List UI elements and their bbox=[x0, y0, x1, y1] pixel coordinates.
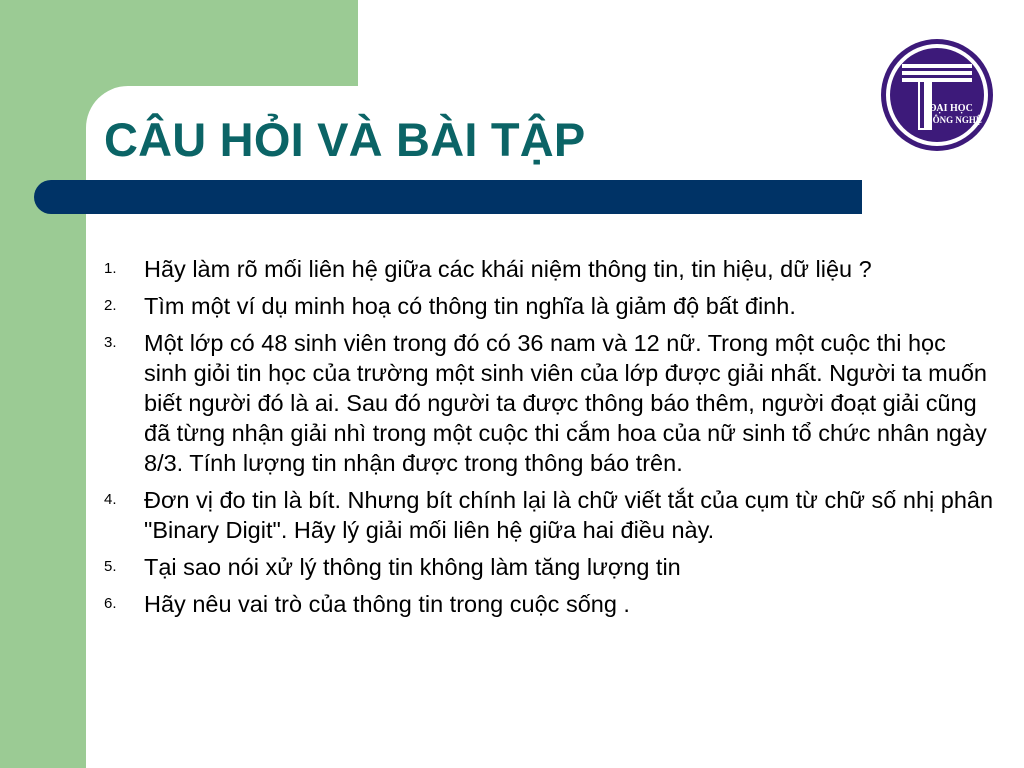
question-number: 2. bbox=[104, 297, 117, 314]
question-text: Đơn vị đo tin là bít. Nhưng bít chính lại là chữ viết tắt của cụm từ chữ số nhị phân "Binary Digit". Hãy lý giải mối liên hệ giữa hai điều này. bbox=[144, 487, 994, 543]
question-text: Hãy làm rõ mối liên hệ giữa các khái niệm thông tin, tin hiệu, dữ liệu ? bbox=[144, 256, 872, 282]
question-item bbox=[104, 254, 1004, 284]
logo-stripe bbox=[902, 64, 972, 68]
question-list bbox=[104, 254, 1004, 626]
question-text: Một lớp có 48 sinh viên trong đó có 36 nam và 12 nữ. Trong một cuộc thi học sinh giỏi tin học của trường một sinh viên của lớp được giải nhất. Người ta muốn biết người đó là ai. Sau đó người ta được thông báo thêm, người đoạt giải cũng đã từng nhận giải nhì trong một cuộc thi cắm hoa của nữ sinh tổ chức nhân ngày 8/3. Tính lượng tin nhận được trong thông báo trên. bbox=[144, 330, 987, 476]
question-item bbox=[104, 589, 1004, 619]
slide-title: CÂU HỎI VÀ BÀI TẬP bbox=[104, 113, 586, 166]
question-item bbox=[104, 485, 1004, 545]
question-item bbox=[104, 291, 1004, 321]
university-logo-graphic bbox=[880, 38, 994, 152]
question-number: 4. bbox=[104, 491, 117, 508]
question-text: Tại sao nói xử lý thông tin không làm tăng lượng tin bbox=[144, 554, 681, 580]
logo-text-line1: ĐẠI HỌC bbox=[929, 103, 973, 114]
question-text: Hãy nêu vai trò của thông tin trong cuộc sống . bbox=[144, 591, 630, 617]
question-number: 6. bbox=[104, 595, 117, 612]
university-logo-icon bbox=[880, 38, 994, 152]
logo-text-line2: CÔNG NGHỆ bbox=[926, 115, 982, 125]
logo-stripe bbox=[902, 78, 972, 82]
question-text: Tìm một ví dụ minh hoạ có thông tin nghĩa là giảm độ bất đinh. bbox=[144, 293, 796, 319]
question-item bbox=[104, 328, 1004, 478]
question-item bbox=[104, 552, 1004, 582]
question-number: 1. bbox=[104, 260, 117, 277]
logo-inner-disc bbox=[890, 48, 984, 142]
question-number: 5. bbox=[104, 558, 117, 575]
logo-stem-stripe bbox=[920, 82, 924, 128]
question-number: 3. bbox=[104, 334, 117, 351]
title-underline-bar bbox=[34, 180, 862, 214]
logo-stripe bbox=[902, 71, 972, 75]
